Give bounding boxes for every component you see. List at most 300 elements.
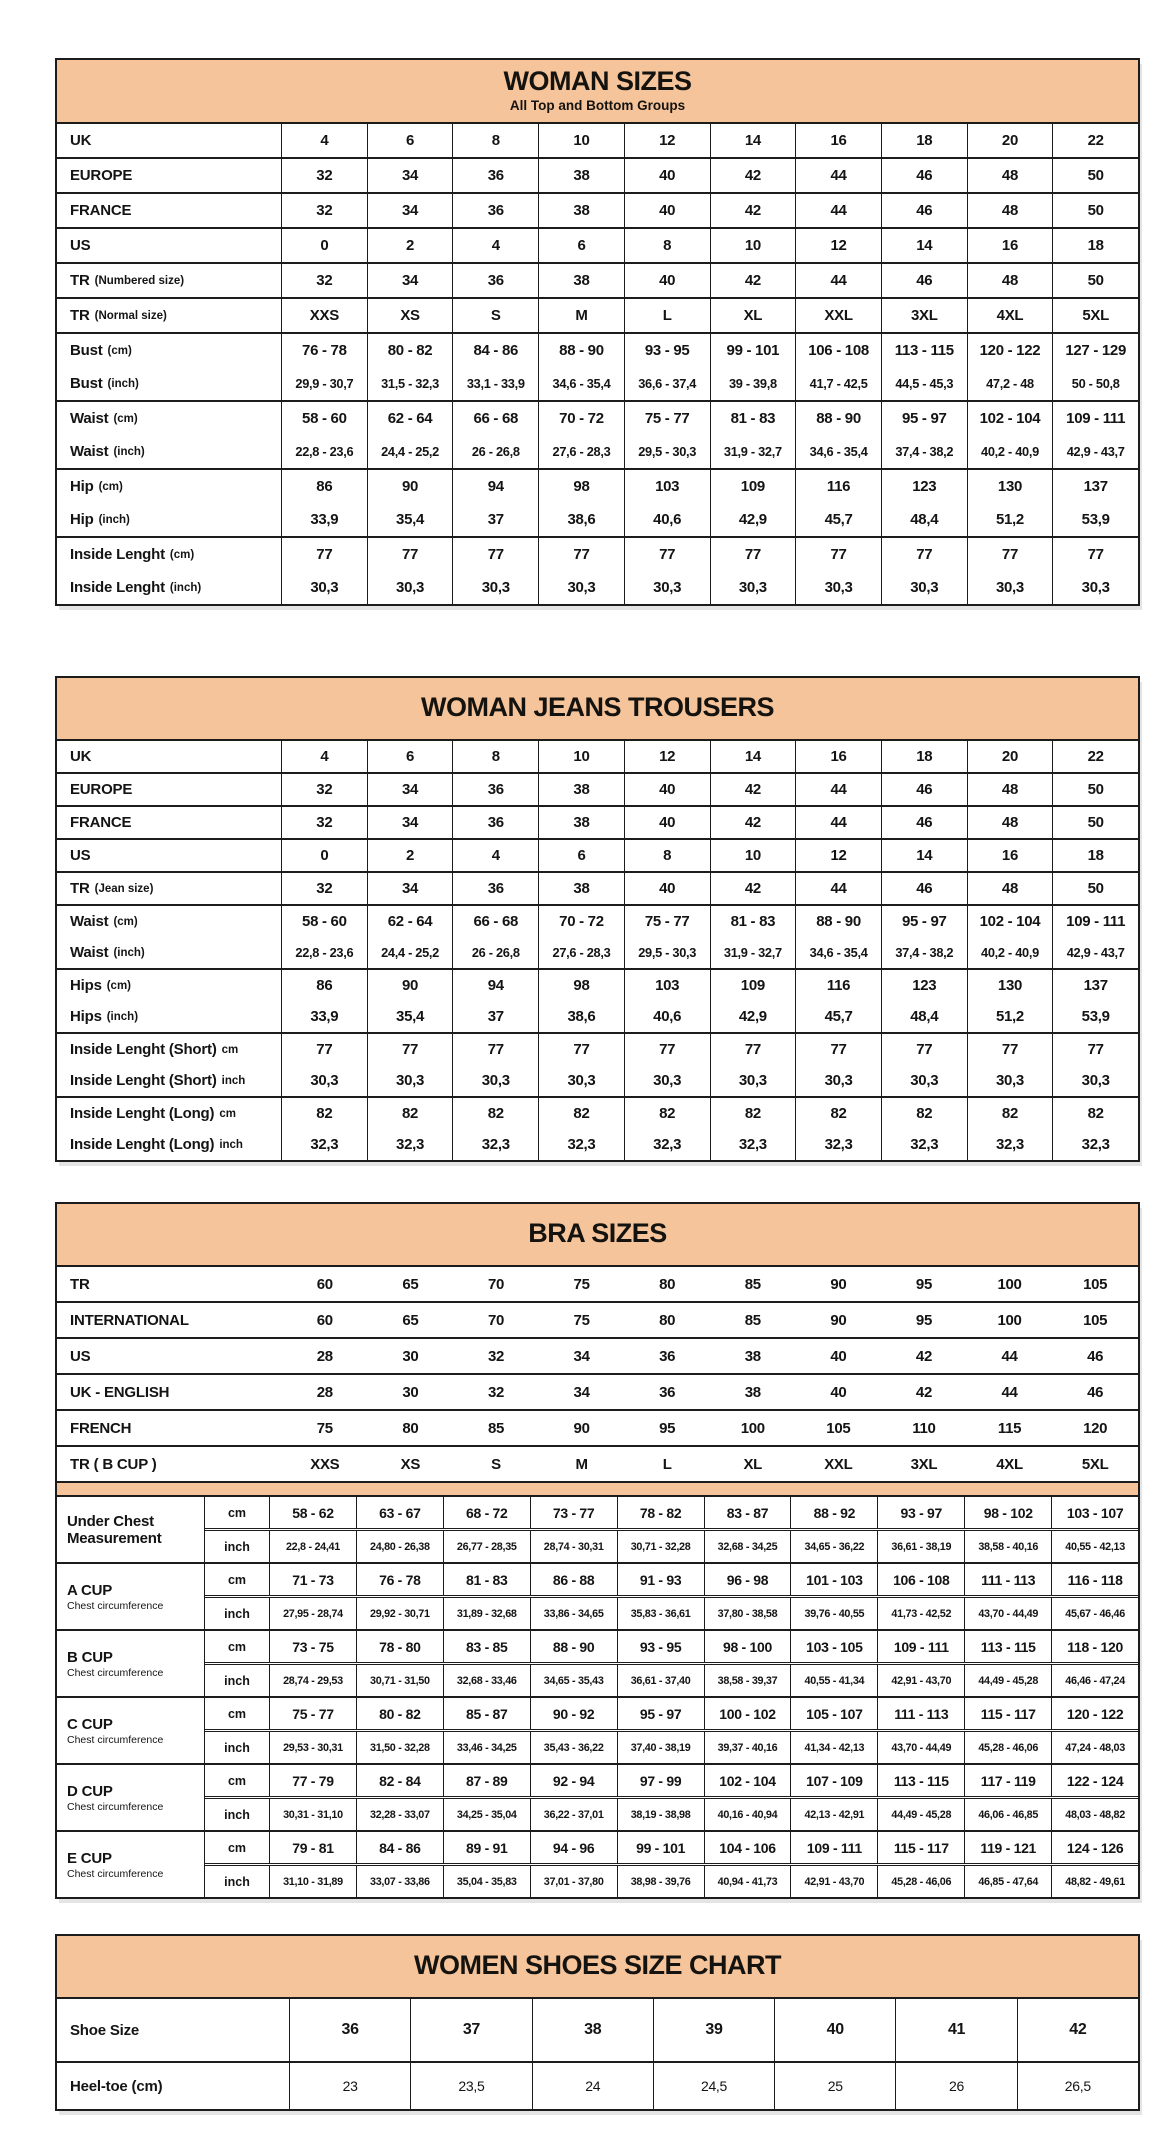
value-cell: 77 (1052, 1034, 1138, 1065)
value-cell: 30,3 (452, 571, 538, 604)
table-row (57, 1001, 1138, 1032)
row-label-text: EUROPE (70, 781, 133, 798)
woman-sizes-rows (57, 124, 1138, 604)
value-cell: 38 (538, 807, 624, 838)
value-cell: 44 (795, 873, 881, 904)
woman-jeans-table (55, 676, 1140, 1162)
value-cell: 89 - 91 (443, 1832, 530, 1863)
value-cell: 102 - 104 (967, 402, 1053, 435)
value-cell: 12 (795, 840, 881, 871)
value-cell: 12 (624, 741, 710, 772)
row-label-detail: (cm) (113, 412, 138, 425)
row-label (57, 1098, 282, 1129)
table-row (57, 536, 1138, 571)
row-label (57, 937, 282, 968)
value-cell: 88 - 90 (538, 334, 624, 367)
value-cell: 37,80 - 38,58 (704, 1598, 791, 1629)
value-cell: 30,3 (624, 571, 710, 604)
row-label-text: Inside Lenght (70, 579, 165, 596)
row-label-detail: cm (221, 1043, 239, 1056)
value-cell: 113 - 115 (964, 1631, 1051, 1662)
value-cell: 4XL (967, 299, 1053, 332)
value-cell: 109 (710, 970, 796, 1001)
row-label (57, 807, 282, 838)
value-cell: 82 (452, 1098, 538, 1129)
value-cell: 77 (967, 1034, 1053, 1065)
value-cell: 30,3 (1052, 571, 1138, 604)
value-cell: 6 (367, 741, 453, 772)
value-cell: 83 - 85 (443, 1631, 530, 1662)
value-cell: 120 - 122 (1051, 1698, 1138, 1729)
value-cell: 31,89 - 32,68 (443, 1598, 530, 1629)
value-cell: 30,3 (881, 1065, 967, 1096)
value-cell: 98 (538, 470, 624, 503)
bra-measure-row (205, 1595, 1138, 1629)
row-label (57, 470, 282, 503)
bra-group-rows (205, 1497, 1138, 1562)
value-cell: 73 - 77 (530, 1497, 617, 1528)
row-label-text: TR (70, 880, 90, 897)
unit-label: cm (227, 1639, 247, 1654)
value-cell: 120 - 122 (967, 334, 1053, 367)
value-cell: 120 (1083, 1419, 1108, 1437)
value-cell: 38,58 - 39,37 (704, 1665, 791, 1696)
table-row (57, 1096, 1138, 1129)
row-label-detail: (inch) (113, 946, 145, 959)
unit-label: inch (224, 1807, 250, 1822)
value-cell: 44 (795, 807, 881, 838)
value-cell: 28,74 - 30,31 (530, 1531, 617, 1562)
value-cell: 37,4 - 38,2 (881, 937, 967, 968)
value-cell: 53,9 (1052, 1001, 1138, 1032)
value-cell: 44,49 - 45,28 (877, 1799, 964, 1830)
row-label-text: INTERNATIONAL (70, 1311, 189, 1329)
value-cell: 105 (1083, 1275, 1108, 1293)
value-cell: 32,3 (710, 1129, 796, 1160)
value-cell: M (538, 299, 624, 332)
row-label-detail: inch (219, 1138, 243, 1151)
value-cell: 31,9 - 32,7 (710, 435, 796, 468)
value-cell: 34 (367, 194, 453, 227)
value-cell: 30,3 (710, 1065, 796, 1096)
value-cell: 30,3 (795, 1065, 881, 1096)
value-cell: 70 (487, 1311, 505, 1329)
value-cell: 4 (320, 748, 329, 765)
unit-label: inch (224, 1740, 250, 1755)
bra-sizes-table (55, 1202, 1140, 1899)
row-label-detail: (Numbered size) (94, 274, 185, 287)
row-label (57, 1065, 282, 1096)
value-cell: 51,2 (967, 503, 1053, 536)
value-cell: 76 - 78 (356, 1564, 443, 1595)
value-cell: 38,98 - 39,76 (617, 1866, 704, 1897)
value-cell: 42,9 - 43,7 (1052, 937, 1138, 968)
row-label (57, 334, 282, 367)
value-cell: 6 (367, 124, 453, 157)
value-cell: 39,76 - 40,55 (790, 1598, 877, 1629)
table-row (57, 297, 1138, 332)
bra-group-name: B CUP (67, 1648, 113, 1666)
value-cell: 44,5 - 45,3 (881, 367, 967, 400)
table-row (57, 332, 1138, 367)
value-cell: 42 (915, 1347, 932, 1365)
value-cell: 51,2 (967, 1001, 1053, 1032)
value-cell: 32,3 (310, 1136, 339, 1153)
value-cell: 42,9 (710, 1001, 796, 1032)
value-cell: 41,34 - 42,13 (790, 1732, 877, 1763)
table-row (57, 1445, 1138, 1481)
value-cell: 39 (653, 1999, 774, 2061)
row-label (57, 229, 282, 262)
value-cell: 60 (316, 1275, 333, 1293)
bra-measure-row (205, 1564, 1138, 1595)
value-cell: 32 (316, 167, 333, 184)
value-cell: 75 (573, 1311, 590, 1329)
value-cell: 36 (452, 194, 538, 227)
table-row (57, 1999, 1138, 2061)
row-label-text: UK (70, 748, 92, 765)
value-cell: 42,91 - 43,70 (790, 1866, 877, 1897)
row-label (57, 1447, 282, 1481)
value-cell: 102 - 104 (967, 906, 1053, 937)
value-cell: 33,86 - 34,65 (530, 1598, 617, 1629)
value-cell: 5XL (1081, 1455, 1109, 1473)
table-row (57, 1065, 1138, 1096)
value-cell: 36,61 - 37,40 (617, 1665, 704, 1696)
value-cell: 41,7 - 42,5 (795, 367, 881, 400)
row-label-detail: (Jean size) (94, 882, 154, 895)
value-cell: 37,40 - 38,19 (617, 1732, 704, 1763)
value-cell: 42,9 (710, 503, 796, 536)
value-cell: 8 (624, 229, 710, 262)
value-cell: 26 (895, 2063, 1016, 2109)
row-label-detail: (inch) (113, 445, 145, 458)
women-shoes-header (57, 1936, 1138, 1999)
row-label (57, 1999, 290, 2061)
value-cell: 42 (710, 194, 796, 227)
value-cell: 38,6 (538, 1001, 624, 1032)
value-cell: 31,50 - 32,28 (356, 1732, 443, 1763)
value-cell: 44 (795, 159, 881, 192)
row-label (57, 264, 282, 297)
value-cell: 32 (316, 781, 333, 798)
value-cell: 99 - 101 (617, 1832, 704, 1863)
bra-measure-row (205, 1765, 1138, 1796)
value-cell: XS (367, 299, 453, 332)
value-cell: 77 (367, 538, 453, 571)
value-cell: 82 - 84 (356, 1765, 443, 1796)
bra-conversion-rows (57, 1267, 1138, 1481)
row-label-text: Bust (70, 342, 103, 359)
table-row (57, 1337, 1138, 1373)
value-cell: 10 (710, 229, 796, 262)
bra-measure-group (57, 1497, 1138, 1562)
value-cell: 4 (452, 840, 538, 871)
row-label (57, 1267, 282, 1301)
value-cell: 77 (624, 538, 710, 571)
row-label (57, 873, 282, 904)
value-cell: 50 (1052, 873, 1138, 904)
value-cell: 66 - 68 (452, 402, 538, 435)
value-cell: 42,9 - 43,7 (1052, 435, 1138, 468)
value-cell: 32,68 - 34,25 (704, 1531, 791, 1562)
value-cell: 58 - 60 (302, 913, 347, 930)
value-cell: 32 (487, 1383, 505, 1401)
table-row (57, 805, 1138, 838)
value-cell: 30,3 (452, 1065, 538, 1096)
value-cell: 34 (367, 873, 453, 904)
value-cell: 10 (710, 840, 796, 871)
value-cell: 46 (881, 774, 967, 805)
value-cell: 40 (624, 873, 710, 904)
value-cell: 36 (452, 159, 538, 192)
table-row (57, 937, 1138, 968)
value-cell: 30,3 (881, 571, 967, 604)
value-cell: 53,9 (1052, 503, 1138, 536)
value-cell: 30,3 (310, 579, 339, 596)
value-cell: 130 (967, 970, 1053, 1001)
value-cell: 75 (316, 1419, 333, 1437)
value-cell: 40,55 - 42,13 (1051, 1531, 1138, 1562)
value-cell: 32 (316, 880, 333, 897)
table-row (57, 1409, 1138, 1445)
value-cell: 80 - 82 (356, 1698, 443, 1729)
table-row (57, 468, 1138, 503)
bra-measure-group (57, 1830, 1138, 1897)
value-cell: XL (743, 1455, 763, 1473)
value-cell: 47,24 - 48,03 (1051, 1732, 1138, 1763)
row-label-text: UK - ENGLISH (70, 1383, 170, 1401)
value-cell: 86 (316, 977, 333, 994)
value-cell: 77 (710, 538, 796, 571)
row-label-text: TR (70, 1275, 90, 1293)
value-cell: 20 (967, 741, 1053, 772)
value-cell: 32,3 (881, 1129, 967, 1160)
value-cell: 103 (624, 970, 710, 1001)
value-cell: 85 (744, 1275, 761, 1293)
bra-measure-row (205, 1832, 1138, 1863)
row-label-text: FRANCE (70, 814, 132, 831)
value-cell: 130 (967, 470, 1053, 503)
value-cell: 33,9 (310, 511, 339, 528)
row-label (57, 741, 282, 772)
value-cell: 28 (316, 1383, 333, 1401)
value-cell: 31,10 - 31,89 (269, 1866, 356, 1897)
row-label-text: Hip (70, 511, 94, 528)
value-cell: 94 (452, 470, 538, 503)
value-cell: 103 (624, 470, 710, 503)
value-cell: 34,6 - 35,4 (538, 367, 624, 400)
unit-label: inch (224, 1539, 250, 1554)
table-row (57, 571, 1138, 604)
value-cell: 78 - 82 (617, 1497, 704, 1528)
value-cell: 32 (316, 814, 333, 831)
value-cell: 30 (402, 1347, 419, 1365)
row-label-text: TR ( B CUP ) (70, 1455, 157, 1473)
value-cell: 58 - 60 (302, 410, 347, 427)
value-cell: 82 (710, 1098, 796, 1129)
value-cell: XS (400, 1455, 421, 1473)
value-cell: 38 (538, 774, 624, 805)
value-cell: 24,80 - 26,38 (356, 1531, 443, 1562)
bra-group-sub: Chest circumference (67, 1666, 164, 1679)
value-cell: 45,28 - 46,06 (964, 1732, 1051, 1763)
value-cell: 38 (538, 159, 624, 192)
value-cell: 48,4 (881, 503, 967, 536)
value-cell: 38 (744, 1383, 761, 1401)
bra-group-label (57, 1631, 205, 1696)
value-cell: 0 (320, 237, 329, 254)
value-cell: 95 - 97 (881, 402, 967, 435)
row-label-text: Hip (70, 478, 94, 495)
value-cell: 10 (538, 741, 624, 772)
value-cell: 30,71 - 32,28 (617, 1531, 704, 1562)
value-cell: 77 (452, 538, 538, 571)
value-cell: 50 (1052, 807, 1138, 838)
table-row (57, 1373, 1138, 1409)
row-label-text: Hips (70, 977, 102, 994)
value-cell: 113 - 115 (877, 1765, 964, 1796)
value-cell: 113 - 115 (881, 334, 967, 367)
value-cell: 48 (967, 159, 1053, 192)
value-cell: 37,01 - 37,80 (530, 1866, 617, 1897)
value-cell: 44 (1001, 1383, 1018, 1401)
value-cell: 16 (795, 741, 881, 772)
value-cell: 97 - 99 (617, 1765, 704, 1796)
value-cell: 42,91 - 43,70 (877, 1665, 964, 1696)
value-cell: 104 - 106 (704, 1832, 791, 1863)
table-row (57, 772, 1138, 805)
value-cell: 109 - 111 (1052, 906, 1138, 937)
bra-group-name: D CUP (67, 1782, 113, 1800)
value-cell: 100 (740, 1419, 765, 1437)
value-cell: 81 - 83 (710, 906, 796, 937)
value-cell: 93 - 95 (617, 1631, 704, 1662)
row-label-detail: (Normal size) (94, 309, 167, 322)
value-cell: 43,70 - 44,49 (877, 1732, 964, 1763)
row-label (57, 1001, 282, 1032)
value-cell: 45,7 (795, 1001, 881, 1032)
value-cell: XXL (824, 1455, 853, 1473)
unit-label: inch (224, 1673, 250, 1688)
value-cell: 109 (710, 470, 796, 503)
table-row (57, 1267, 1138, 1301)
value-cell: XL (710, 299, 796, 332)
value-cell: 38,58 - 40,16 (964, 1531, 1051, 1562)
value-cell: 90 (830, 1311, 847, 1329)
value-cell: 32,68 - 33,46 (443, 1665, 530, 1696)
value-cell: 115 - 117 (877, 1832, 964, 1863)
value-cell: 34,65 - 35,43 (530, 1665, 617, 1696)
row-label-detail: (inch) (169, 581, 202, 594)
row-label (57, 1303, 282, 1337)
value-cell: L (624, 299, 710, 332)
value-cell: 77 (967, 538, 1053, 571)
value-cell: 32,3 (967, 1129, 1053, 1160)
value-cell: 77 (316, 546, 333, 563)
value-cell: 137 (1052, 470, 1138, 503)
row-label-text: US (70, 847, 91, 864)
value-cell: 83 - 87 (704, 1497, 791, 1528)
value-cell: 8 (452, 741, 538, 772)
value-cell: 119 - 121 (964, 1832, 1051, 1863)
value-cell: 27,6 - 28,3 (538, 435, 624, 468)
value-cell: 45,67 - 46,46 (1051, 1598, 1138, 1629)
value-cell: 80 (659, 1275, 676, 1293)
value-cell: 122 - 124 (1051, 1765, 1138, 1796)
value-cell: 77 (367, 1034, 453, 1065)
value-cell: 106 - 108 (795, 334, 881, 367)
value-cell: 99 - 101 (710, 334, 796, 367)
value-cell: 35,83 - 36,61 (617, 1598, 704, 1629)
value-cell: 23,5 (410, 2063, 531, 2109)
bra-measure-row (205, 1631, 1138, 1662)
value-cell: 25 (774, 2063, 895, 2109)
women-shoes-rows (57, 1999, 1138, 2109)
value-cell: 34 (573, 1383, 590, 1401)
value-cell: 40 (624, 774, 710, 805)
value-cell: 34,25 - 35,04 (443, 1799, 530, 1830)
row-label-text: Waist (70, 944, 109, 961)
table-row (57, 968, 1138, 1001)
value-cell: 40 (624, 807, 710, 838)
bra-measure-row (205, 1729, 1138, 1763)
value-cell: 16 (967, 840, 1053, 871)
value-cell: 90 (367, 970, 453, 1001)
value-cell: 30,3 (367, 571, 453, 604)
value-cell: 29,5 - 30,3 (624, 435, 710, 468)
value-cell: 28,74 - 29,53 (269, 1665, 356, 1696)
value-cell: 46,85 - 47,64 (964, 1866, 1051, 1897)
row-label-text: FRENCH (70, 1419, 132, 1437)
value-cell: 4 (320, 132, 329, 149)
value-cell: 42 (710, 264, 796, 297)
value-cell: 35,04 - 35,83 (443, 1866, 530, 1897)
row-label (57, 159, 282, 192)
value-cell: 18 (881, 124, 967, 157)
row-label-text: Inside Lenght (Long) (70, 1136, 215, 1153)
value-cell: 95 (915, 1311, 932, 1329)
row-label-text: TR (70, 307, 90, 324)
row-label (57, 906, 282, 937)
value-cell: 75 - 77 (624, 906, 710, 937)
value-cell: 30,3 (1052, 1065, 1138, 1096)
value-cell: 103 - 107 (1051, 1497, 1138, 1528)
value-cell: 137 (1052, 970, 1138, 1001)
value-cell: 14 (710, 741, 796, 772)
value-cell: 96 - 98 (704, 1564, 791, 1595)
value-cell: 90 (367, 470, 453, 503)
value-cell: 73 - 75 (269, 1631, 356, 1662)
value-cell: 40 (624, 194, 710, 227)
value-cell: 30,3 (538, 1065, 624, 1096)
value-cell: 46 (881, 873, 967, 904)
unit-label: cm (227, 1572, 247, 1587)
table-row (57, 400, 1138, 435)
value-cell: 8 (624, 840, 710, 871)
bra-group-sub: Chest circumference (67, 1800, 164, 1813)
value-cell: 40 (830, 1383, 847, 1401)
value-cell: 6 (538, 229, 624, 262)
value-cell: 94 - 96 (530, 1832, 617, 1863)
value-cell: 47,2 - 48 (967, 367, 1053, 400)
value-cell: 109 - 111 (1052, 402, 1138, 435)
value-cell: 93 - 97 (877, 1497, 964, 1528)
value-cell: 109 - 111 (790, 1832, 877, 1863)
woman-sizes-subtitle: All Top and Bottom Groups (509, 98, 686, 113)
value-cell: 16 (967, 229, 1053, 262)
row-label-text: Bust (70, 375, 103, 392)
